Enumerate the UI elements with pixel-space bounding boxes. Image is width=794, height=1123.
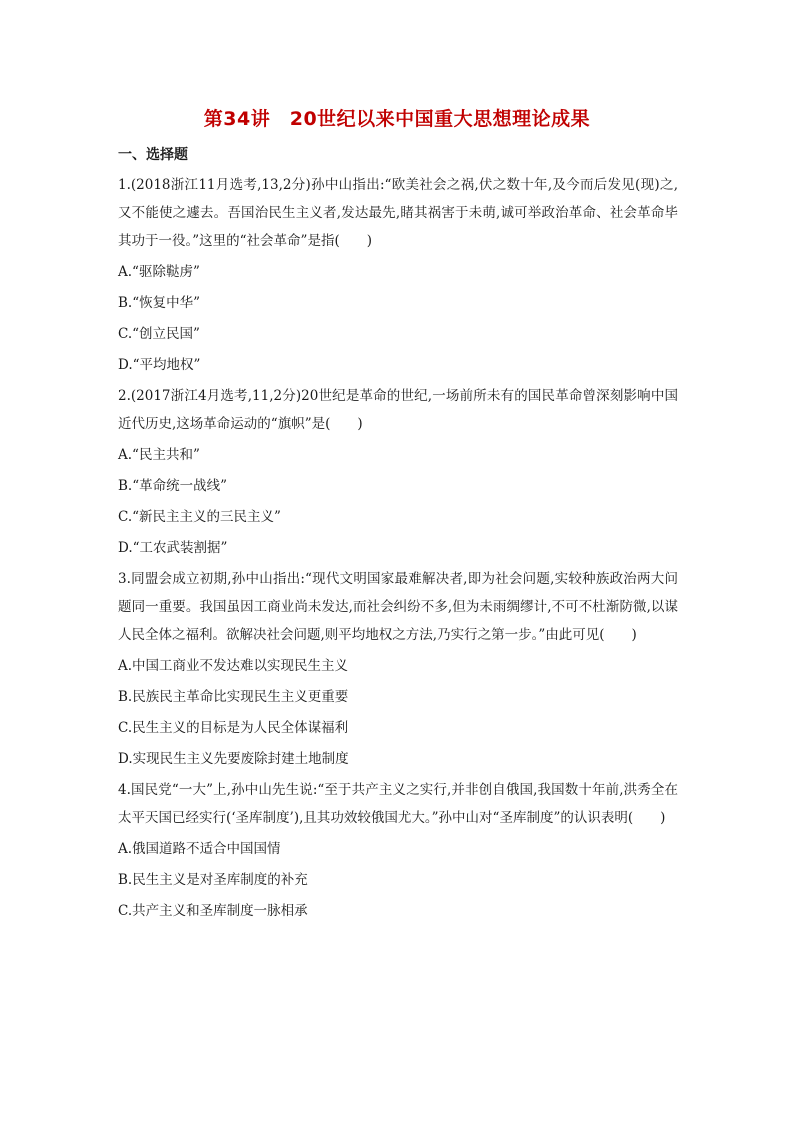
question-stem: 3.同盟会成立初期,孙中山指出:“现代文明国家最难解决者,即为社会问题,实较种族政治两大问题同一重要。我国虽因工商业尚未发达,而社会纠纷不多,但为未雨绸缪计,不可不杜渐防微,以谋人民全体之福利。欲解决社会问题,则平均地权之方法,乃实行之第一步。”由此可见( ) xyxy=(118,571,678,643)
question-stem: 2.(2017浙江4月选考,11,2分)20世纪是革命的世纪,一场前所未有的国民革命曾深刻影响中国近代历史,这场革命运动的“旗帜”是( ) xyxy=(118,388,678,432)
option-b: B.“恢复中华” xyxy=(118,295,201,311)
question-stem: 4.国民党“一大”上,孙中山先生说:“至于共产主义之实行,并非创自俄国,我国数十年前,洪秀全在太平天国已经实行(‘圣库制度’),且其功效较俄国尤大。”孙中山对“圣库制度”的认识表明( ) xyxy=(118,782,678,826)
question-1 xyxy=(118,171,678,379)
option-c: C.“创立民国” xyxy=(118,326,200,342)
option-d: D.实现民生主义先要废除封建土地制度 xyxy=(118,751,349,767)
option-a: A.中国工商业不发达难以实现民生主义 xyxy=(118,658,349,674)
question-2 xyxy=(118,382,678,562)
option-d: D.“工农武装割据” xyxy=(118,540,228,556)
content-area xyxy=(118,143,678,928)
option-c: C.共产主义和圣库制度一脉相承 xyxy=(118,903,308,919)
page-title: 第34讲 20世纪以来中国重大思想理论成果 xyxy=(203,108,591,130)
option-b: B.民生主义是对圣库制度的补充 xyxy=(118,872,308,888)
option-a: A.“驱除鞑虏” xyxy=(118,264,200,280)
question-stem: 1.(2018浙江11月选考,13,2分)孙中山指出:“欧美社会之祸,伏之数十年,及今而后发见(现)之,又不能使之遽去。吾国治民生主义者,发达最先,睹其祸害于未萌,诚可举政治革命、社会革命毕其功于一役。”这里的“社会革命”是指( ) xyxy=(118,177,678,249)
option-b: B.民族民主革命比实现民生主义更重要 xyxy=(118,689,349,705)
option-c: C.“新民主主义的三民主义” xyxy=(118,509,281,525)
option-a: A.俄国道路不适合中国国情 xyxy=(118,841,281,857)
section-heading: 一、选择题 xyxy=(118,147,188,163)
option-b: B.“革命统一战线” xyxy=(118,478,228,494)
question-4 xyxy=(118,776,678,925)
option-d: D.“平均地权” xyxy=(118,357,201,373)
question-3 xyxy=(118,565,678,773)
option-c: C.民生主义的目标是为人民全体谋福利 xyxy=(118,720,349,736)
option-a: A.“民主共和” xyxy=(118,447,200,463)
